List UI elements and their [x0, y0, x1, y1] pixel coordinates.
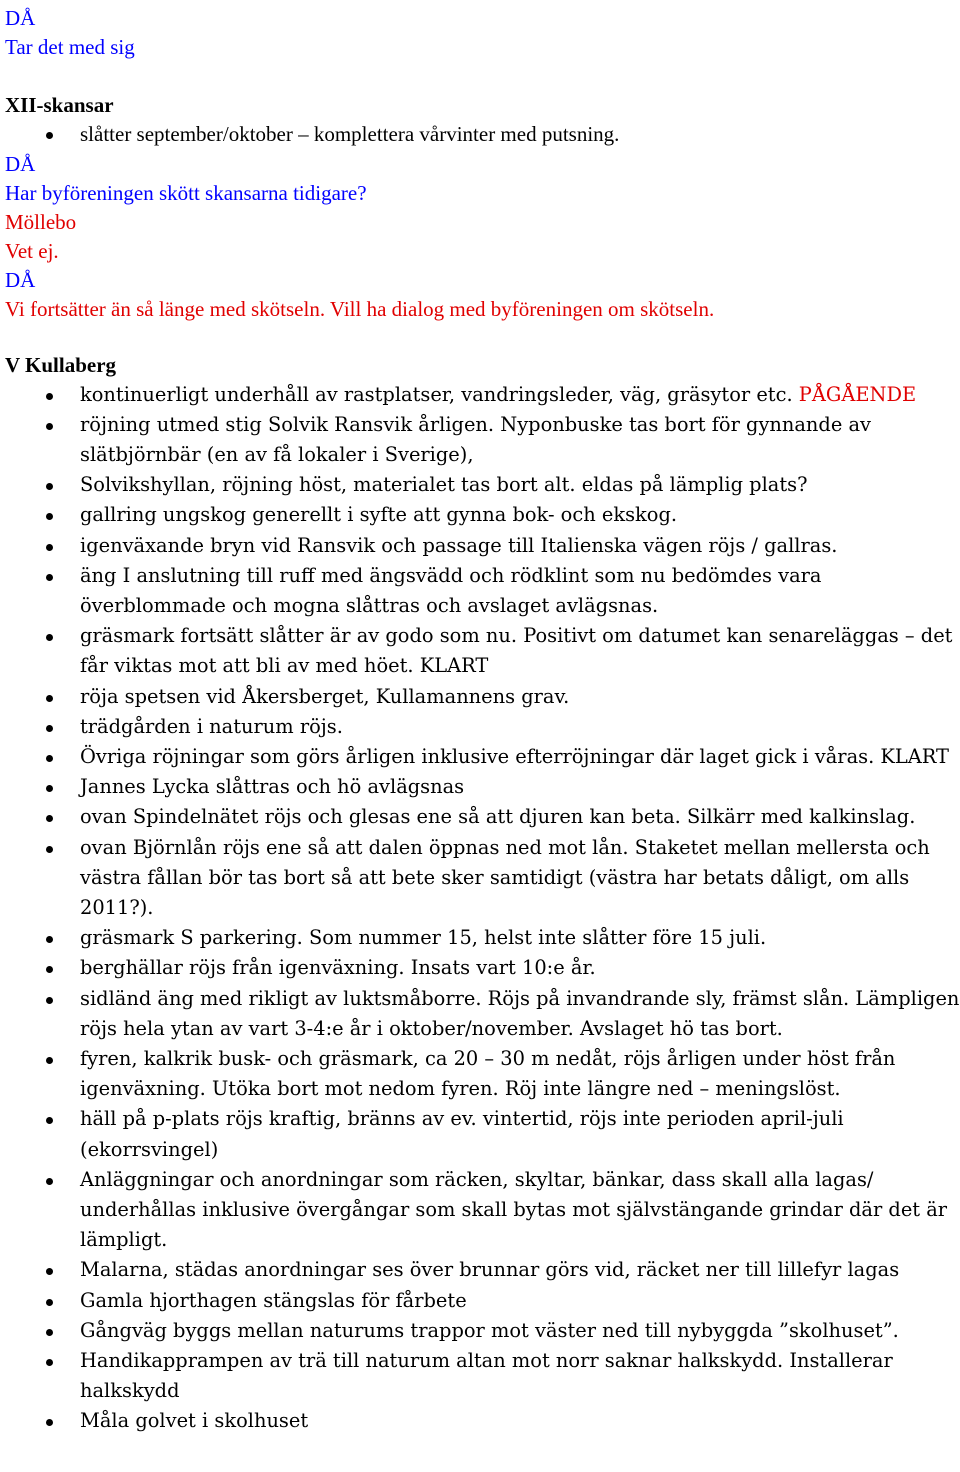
- list-item-text: gallring ungskog generellt i syfte att gynna bok- och ekskog.: [80, 503, 678, 527]
- list-item-text: fyren, kalkrik busk- och gräsmark, ca 20 – 30 m nedåt, röjs årligen under höst från igenväxning. Utöka bort mot nedom fyren. Röj inte längre ned – meningslöst.: [80, 1046, 896, 1101]
- list-item: [5, 500, 960, 530]
- list-item: [5, 682, 960, 712]
- list-item: [5, 742, 960, 772]
- dialogue-line: Möllebo: [5, 209, 77, 234]
- list-item-text: kontinuerligt underhåll av rastplatser, vandringsleder, väg, gräsytor etc.: [80, 382, 793, 406]
- list-item: [5, 1316, 960, 1346]
- list-item: slåtter september/oktober – komplettera vårvinter med putsning.: [5, 120, 960, 150]
- list-item: [5, 1165, 960, 1256]
- status-label: PÅGÅENDE: [792, 382, 917, 406]
- list-item-text: röjning utmed stig Solvik Ransvik årligen. Nyponbuske tas bort för gynnande av slätbjörnbär (en av få lokaler i Sverige),: [80, 412, 871, 466]
- xii-dialogue: [5, 150, 960, 324]
- list-item: [5, 470, 960, 500]
- list-item: [5, 1104, 960, 1164]
- list-item-text: häll på p-plats röjs kraftig, bränns av ev. vintertid, röjs inte perioden april-juli (ekorrsvingel): [80, 1107, 844, 1161]
- list-item-text: igenväxande bryn vid Ransvik och passage till Italienska vägen röjs / gallras.: [80, 533, 838, 557]
- list-item-text: ovan Spindelnätet röjs och glesas ene så att djuren kan beta. Silkärr med kalkinslag.: [80, 805, 916, 829]
- list-item-text: ovan Björnlån röjs ene så att dalen öppnas ned mot lån. Staketet mellan mellersta och västra fållan bör tas bort så att bete sker samtidigt (västra har betats dåligt, om alls 2011?).: [80, 835, 930, 919]
- intro-lines: [5, 4, 960, 62]
- dialogue-line: Vet ej.: [5, 238, 59, 263]
- list-item-text: Malarna, städas anordningar ses över brunnar görs vid, räcket ner till lillefyr lagas: [80, 1258, 900, 1282]
- list-item: [5, 380, 960, 410]
- intro-line: DÅ: [5, 6, 36, 30]
- list-item-text: röja spetsen vid Åkersberget, Kullamannens grav.: [80, 684, 570, 708]
- list-item-text: sidländ äng med rikligt av luktsmåborre. Röjs på invandrande sly, främst slån. Lämpligen röjs hela ytan av vart 3-4:e år i oktober/november. Avslaget hö tas bort.: [80, 986, 960, 1040]
- list-item: [5, 531, 960, 561]
- dialogue-line: Vi fortsätter än så länge med skötseln. Vill ha dialog med byföreningen om skötseln.: [5, 296, 715, 321]
- list-item-text: Måla golvet i skolhuset: [80, 1409, 309, 1433]
- list-item: [5, 561, 960, 621]
- list-item: [5, 833, 960, 924]
- kullaberg-bullet-list: [5, 380, 960, 1437]
- list-item: [5, 1044, 960, 1104]
- section-heading-xii-skansar: XII-skansar: [5, 93, 114, 117]
- list-item: [5, 621, 960, 681]
- list-item-text: Jannes Lycka slåttras och hö avlägsnas: [80, 775, 465, 799]
- list-item: [5, 923, 960, 953]
- list-item-text: trädgården i naturum röjs.: [80, 714, 343, 738]
- list-item-text: Anläggningar och anordningar som räcken, skyltar, bänkar, dass skall alla lagas/ underhållas inklusive övergångar som skall bytas mot självstängande grindar där det är lämpligt.: [80, 1167, 948, 1252]
- dialogue-line: DÅ: [5, 151, 36, 176]
- list-item-text: Solvikshyllan, röjning höst, materialet tas bort alt. eldas på lämplig plats?: [80, 473, 808, 497]
- intro-line: Tar det med sig: [5, 35, 135, 59]
- list-item: [5, 802, 960, 832]
- list-item-text: gräsmark S parkering. Som nummer 15, helst inte slåtter före 15 juli.: [80, 926, 767, 950]
- dialogue-line: DÅ: [5, 267, 36, 292]
- section-heading-v-kullaberg: V Kullaberg: [5, 352, 117, 377]
- list-item: [5, 712, 960, 742]
- list-item-text: Handikapprampen av trä till naturum altan mot norr saknar halkskydd. Installerar halkskydd: [80, 1349, 893, 1403]
- list-item: [5, 772, 960, 802]
- list-item: [5, 410, 960, 470]
- document-body: [5, 4, 960, 1437]
- list-item: [5, 1346, 960, 1406]
- list-item-text: Övriga röjningar som görs årligen inklusive efterröjningar där laget gick i våras. KLART: [80, 744, 949, 768]
- list-item: [5, 984, 960, 1044]
- list-item-text: gräsmark fortsätt slåtter är av godo som nu. Positivt om datumet kan senareläggas – det får viktas mot att bli av med höet. KLART: [80, 624, 953, 678]
- list-item: [5, 1286, 960, 1316]
- list-item-text: äng I anslutning till ruff med ängsvädd och rödklint som nu bedömdes vara överblommade och mogna slåttras och avslaget avlägsnas.: [80, 563, 822, 617]
- list-item: [5, 953, 960, 983]
- dialogue-line: Har byföreningen skött skansarna tidigare?: [5, 180, 367, 205]
- list-item-text: Gångväg byggs mellan naturums trappor mot väster ned till nybyggda ”skolhuset”.: [80, 1318, 899, 1342]
- list-item: [5, 1255, 960, 1285]
- list-item-text: berghällar röjs från igenväxning. Insats vart 10:e år.: [80, 956, 596, 980]
- list-item-text: Gamla hjorthagen stängslas för fårbete: [80, 1288, 467, 1312]
- list-item: [5, 1406, 960, 1436]
- xii-bullet-list: [5, 120, 960, 150]
